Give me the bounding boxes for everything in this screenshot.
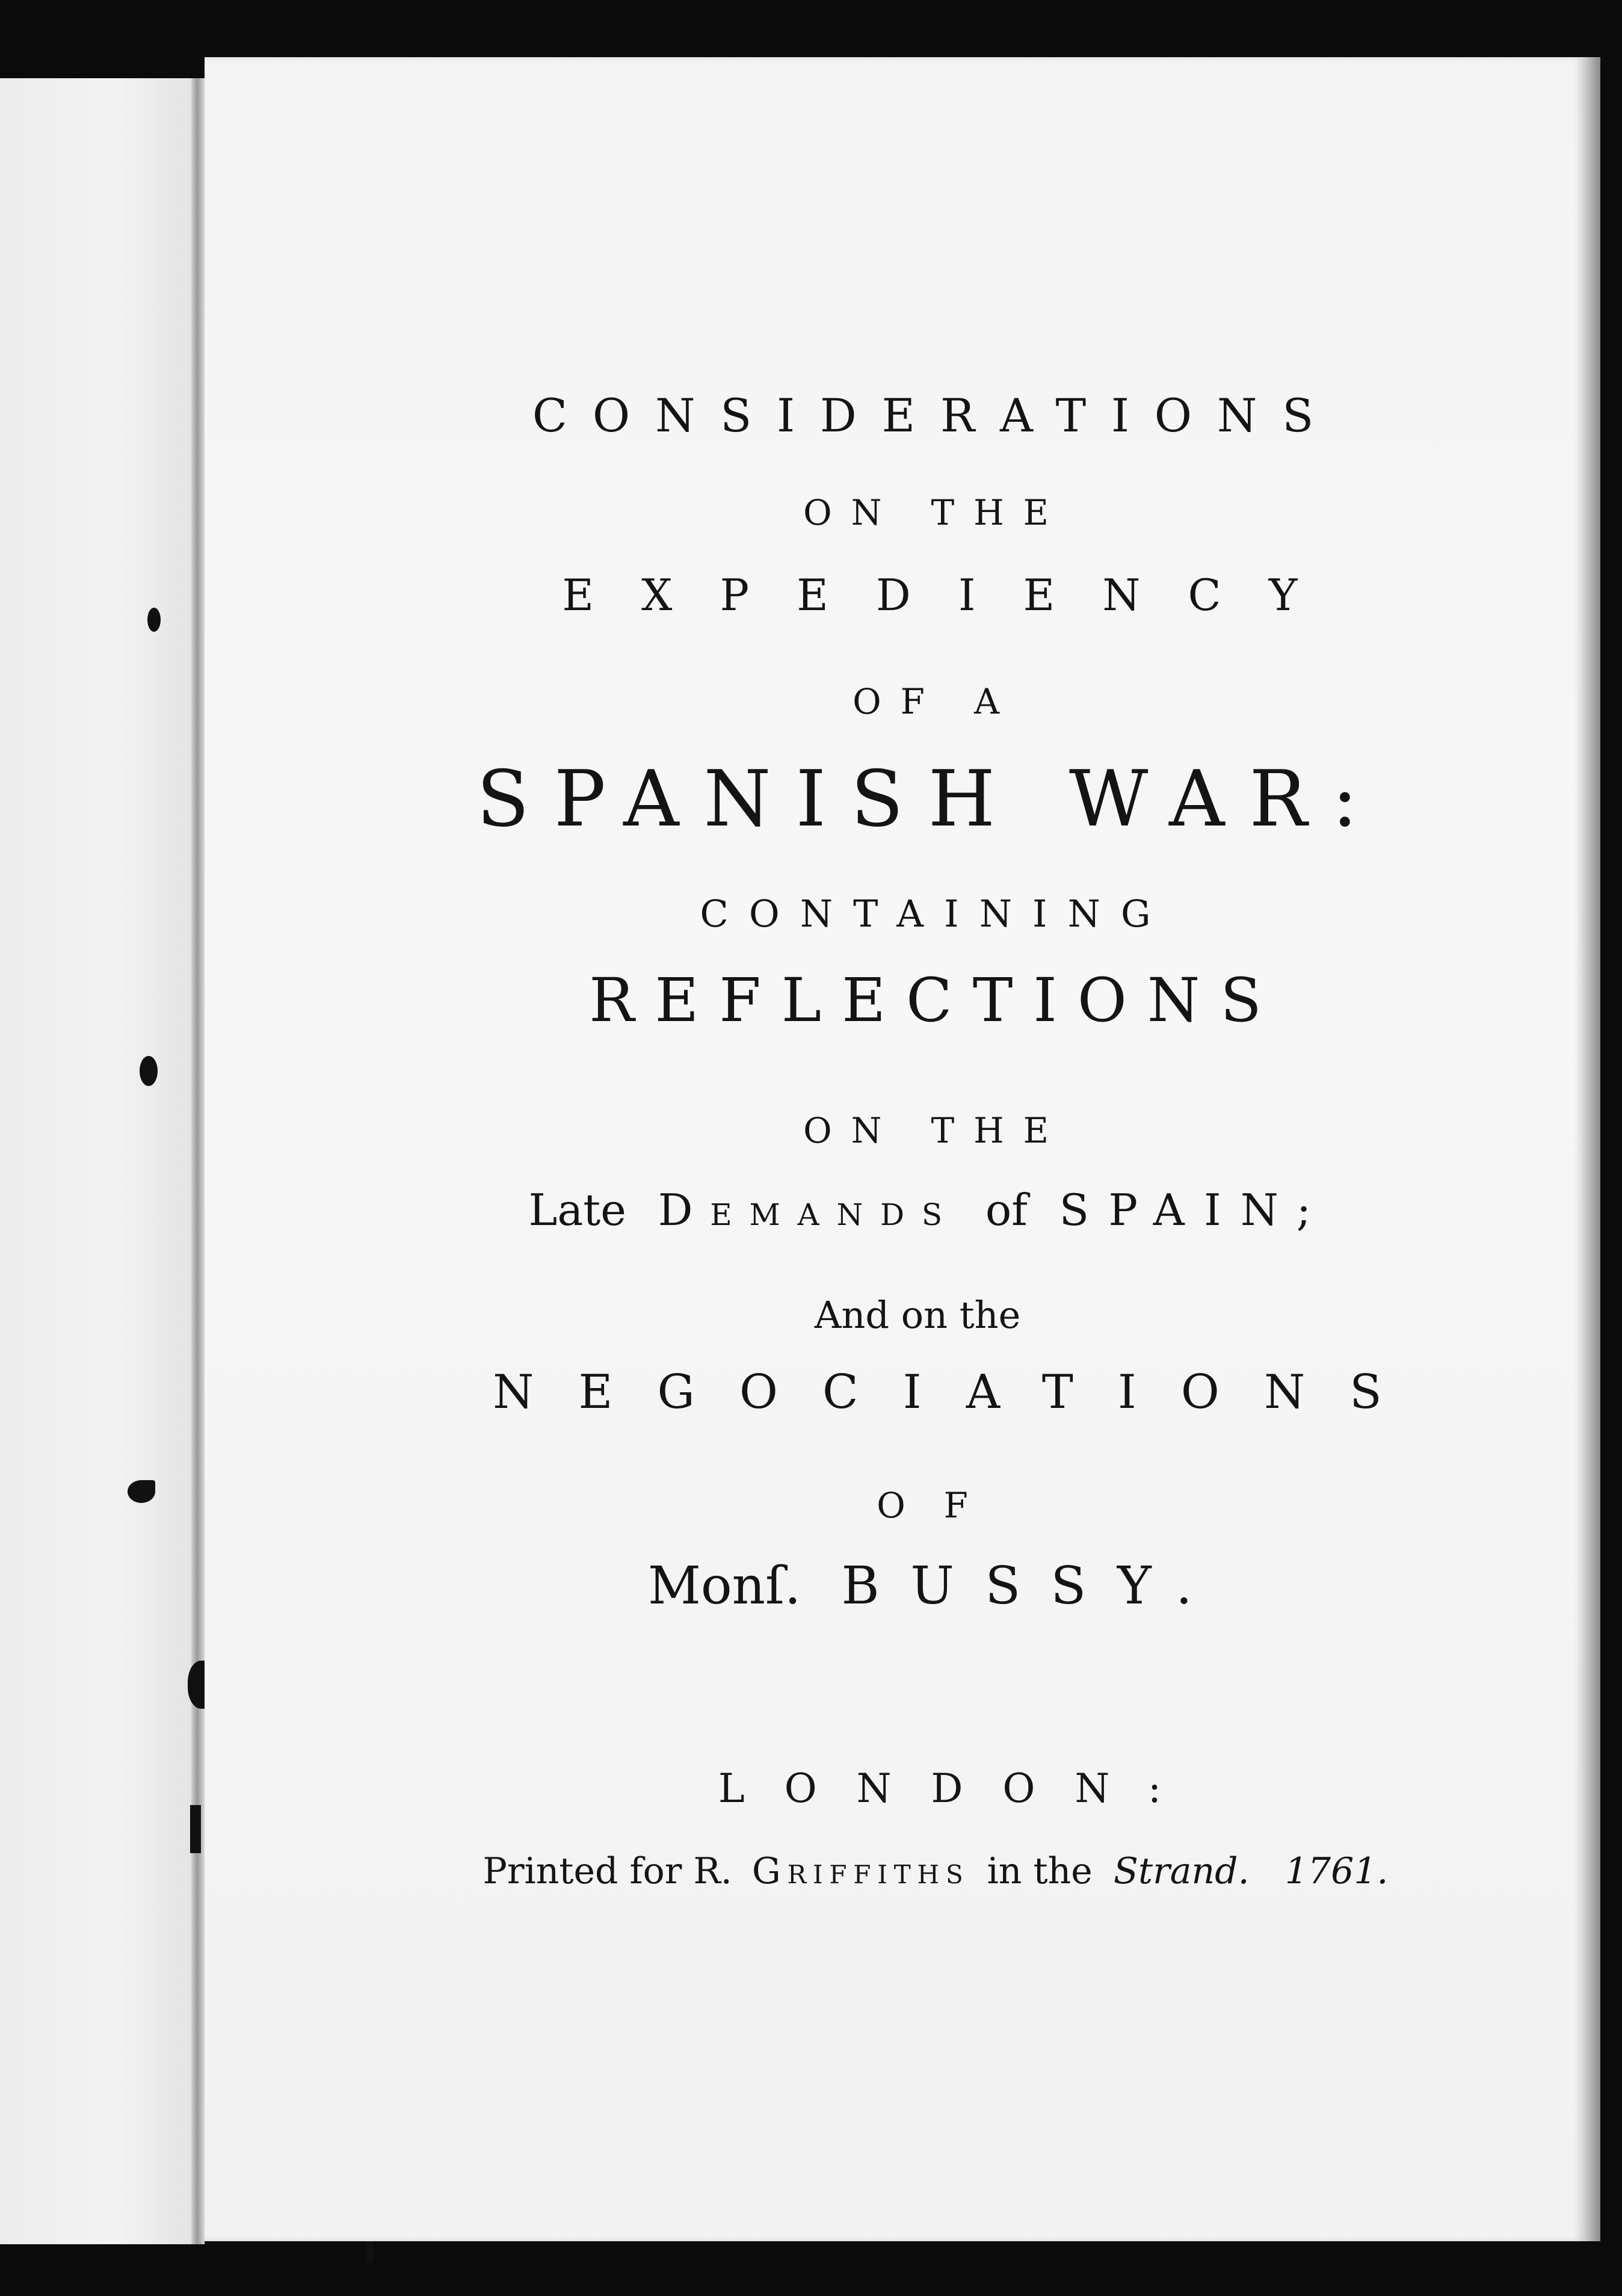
title-line-on-the: ON THE — [803, 492, 1068, 533]
facing-leaf — [0, 78, 191, 2244]
title-line-on-the-2: ON THE — [803, 1110, 1068, 1151]
in-the: in the — [987, 1850, 1093, 1892]
title-line-reflections: REFLECTIONS — [589, 965, 1282, 1035]
monsieur-word: Monſ. — [647, 1556, 801, 1616]
title-line-monsieur-bussy — [247, 1556, 1622, 1616]
late-word: Late — [528, 1185, 626, 1235]
title-line-spanish-war: SPANISH WAR: — [476, 755, 1383, 844]
printer-name: Griffiths — [751, 1850, 970, 1892]
street-name: Strand. — [1113, 1850, 1250, 1892]
imprint-printer-line — [247, 1850, 1622, 1892]
stitch-mark — [147, 608, 161, 632]
page-edge — [1582, 57, 1600, 2241]
title-line-containing: CONTAINING — [700, 892, 1171, 936]
bussy-word: BUSSY. — [841, 1556, 1224, 1616]
stitch-mark — [128, 1480, 155, 1503]
imprint-place: LONDON: — [718, 1765, 1201, 1812]
title-line-late-demands — [241, 1185, 1618, 1235]
title-line-of: OF — [877, 1485, 1007, 1526]
title-line-and-on-the: And on the — [814, 1293, 1021, 1337]
title-line-of-a: OF A — [853, 681, 1019, 722]
imprint-year: 1761. — [1284, 1850, 1389, 1892]
book-gutter — [191, 78, 205, 2244]
title-line-considerations: CONSIDERATIONS — [532, 389, 1339, 442]
of-word: of — [985, 1185, 1028, 1235]
spain-word: SPAIN; — [1059, 1185, 1331, 1235]
title-page — [205, 57, 1582, 2241]
demands-word: Demands — [658, 1185, 960, 1235]
title-line-negociations: NEGOCIATIONS — [493, 1365, 1426, 1419]
printed-for: Printed for R. — [483, 1850, 732, 1892]
stitch-mark — [140, 1056, 158, 1086]
stitch-mark — [190, 1805, 201, 1853]
title-line-expediency: EXPEDIENCY — [562, 570, 1345, 620]
